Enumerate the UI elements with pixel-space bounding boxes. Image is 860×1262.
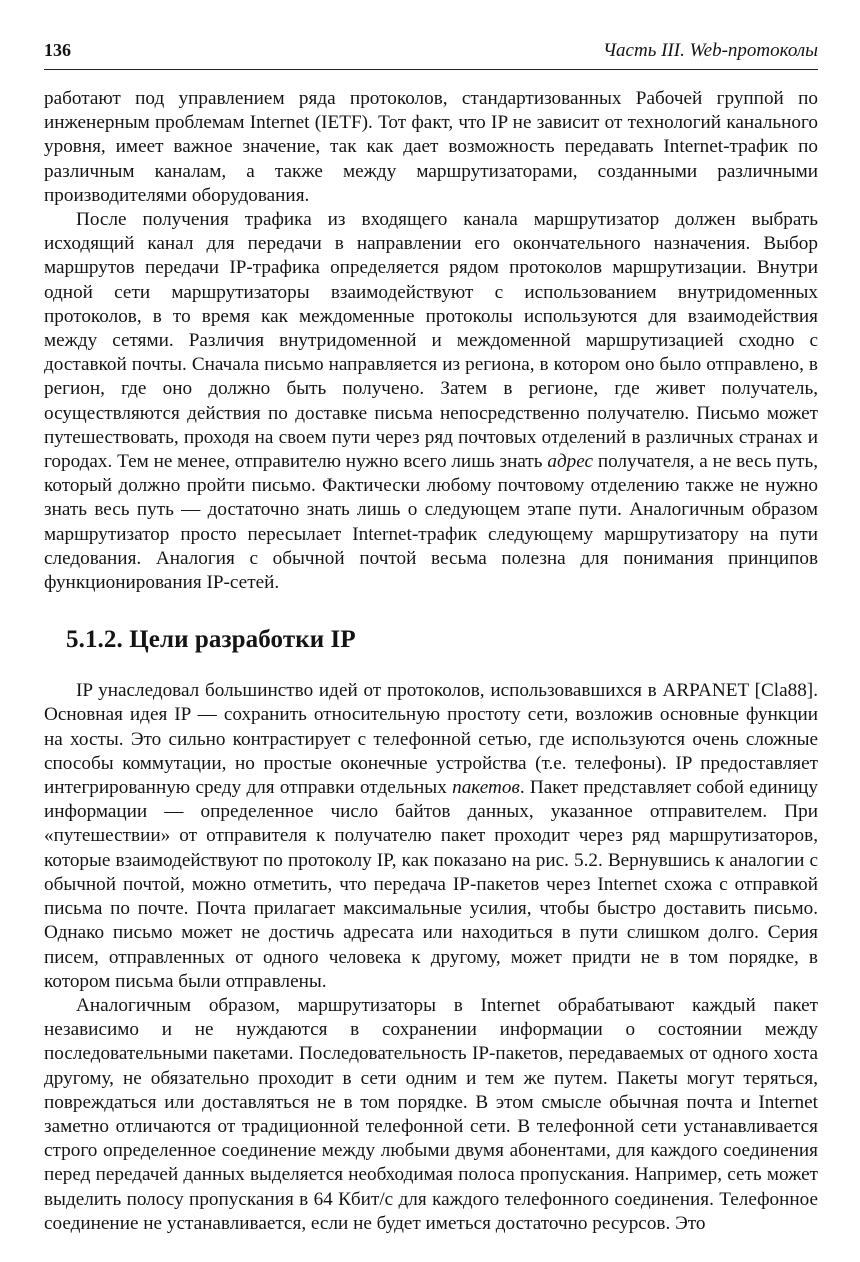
running-title: Часть III. Web-протоколы bbox=[602, 40, 818, 61]
emphasis-packets: пакетов bbox=[452, 777, 520, 799]
page-number: 136 bbox=[44, 40, 71, 60]
section-heading: 5.1.2. Цели разработки IP bbox=[66, 626, 356, 654]
paragraph-3: IP унаследовал большинство идей от протоколов, использовавшихся в ARPANET [Cla88]. Основная идея IP — сохранить относительную простоту сети, возложив основные функции на хосты. Это сильно контрастирует с телефонной сетью, где используются очень сложные способы коммутации, но простые оконечные устройства (т.е. телефоны). IP предоставляет интегрированную среду для отправки отдельных пакетов. Пакет представляет собой единицу информации — определенное число байтов данных, указанное отправителем. При «путешествии» от отправителя к получателю пакет проходит через ряд маршрутизаторов, которые взаимодействуют по протоколу IP, как показано на рис. 5.2. Вернувшись к аналогии с обычной почтой, можно отметить, что передача IP-пакетов через Internet схожа с отправкой письма по почте. Почта прилагает максимальные усилия, чтобы быстро доставить письмо. Однако письмо может не достичь адресата или находиться в пути слишком долго. Серия писем, отправленных от одного человека к другому, может придти не в том порядке, в котором письма были отправлены. bbox=[44, 680, 818, 992]
paragraph-4: Аналогичным образом, маршрутизаторы в Internet обрабатывают каждый пакет независимо и не нуждаются в сохранении информации о состоянии между последовательными пакетами. Последовательность IP-пакетов, передаваемых от одного хоста другому, не обязательно проходит в сети одним и тем же путем. Пакеты могут теряться, повреждаться или доставляться не в том порядке. В этом смысле обычная почта и Internet заметно отличаются от традиционной телефонной сети. В телефонной сети устанавливается строго определенное соединение между любыми двумя абонентами, для каждого соединения перед передачей данных выделяется необходимая полоса пропускания. Например, сеть может выделить полосу пропускания в 64 Кбит/с для каждого телефонного соединения. Телефонное соединение не устанавливается, если не будет иметься достаточно ресурсов. Это bbox=[44, 994, 818, 1234]
emphasis-address: адрес bbox=[547, 451, 594, 473]
page-header bbox=[44, 40, 818, 66]
page-body bbox=[44, 87, 818, 1236]
paragraph-2: После получения трафика из входящего канала маршрутизатор должен выбрать исходящий канал для передачи в направлении его окончательного назначения. Выбор маршрутов передачи IP-трафика определяется рядом протоколов маршрутизации. Внутри одной сети маршрутизаторы взаимодействуют с использованием внутридоменных протоколов, в то время как междоменные протоколы используются для взаимодействия между сетями. Различия внутридоменной и междоменной маршрутизацией сходно с доставкой почты. Сначала письмо направляется из региона, в котором оно было отправлено, в регион, где оно должно быть получено. Затем в регионе, где живет получатель, осуществляются действия по доставке письма непосредственно получателю. Письмо может путешествовать, проходя на своем пути через ряд почтовых отделений в различных странах и городах. Тем не менее, отправителю нужно всего лишь знать адрес получателя, а не весь путь, который должно пройти письмо. Фактически любому почтовому отделению также не нужно знать весь путь — достаточно знать лишь о следующем этапе пути. Аналогичным образом маршрутизатор просто пересылает Internet-трафик следующему маршрутизатору на пути следования. Аналогия с обычной почтой весьма полезна для понимания принципов функционирования IP-сетей. bbox=[44, 209, 818, 594]
paragraph-1: работают под управлением ряда протоколов, стандартизованных Рабочей группой по инженерным проблемам Internet (IETF). Тот факт, что IP не зависит от технологий канального уровня, имеет важное значение, так как дает возможность передавать Internet-трафик по различным каналам, а также между маршрутизаторами, созданными различными производителями оборудования. bbox=[44, 88, 818, 206]
header-rule bbox=[44, 69, 818, 70]
